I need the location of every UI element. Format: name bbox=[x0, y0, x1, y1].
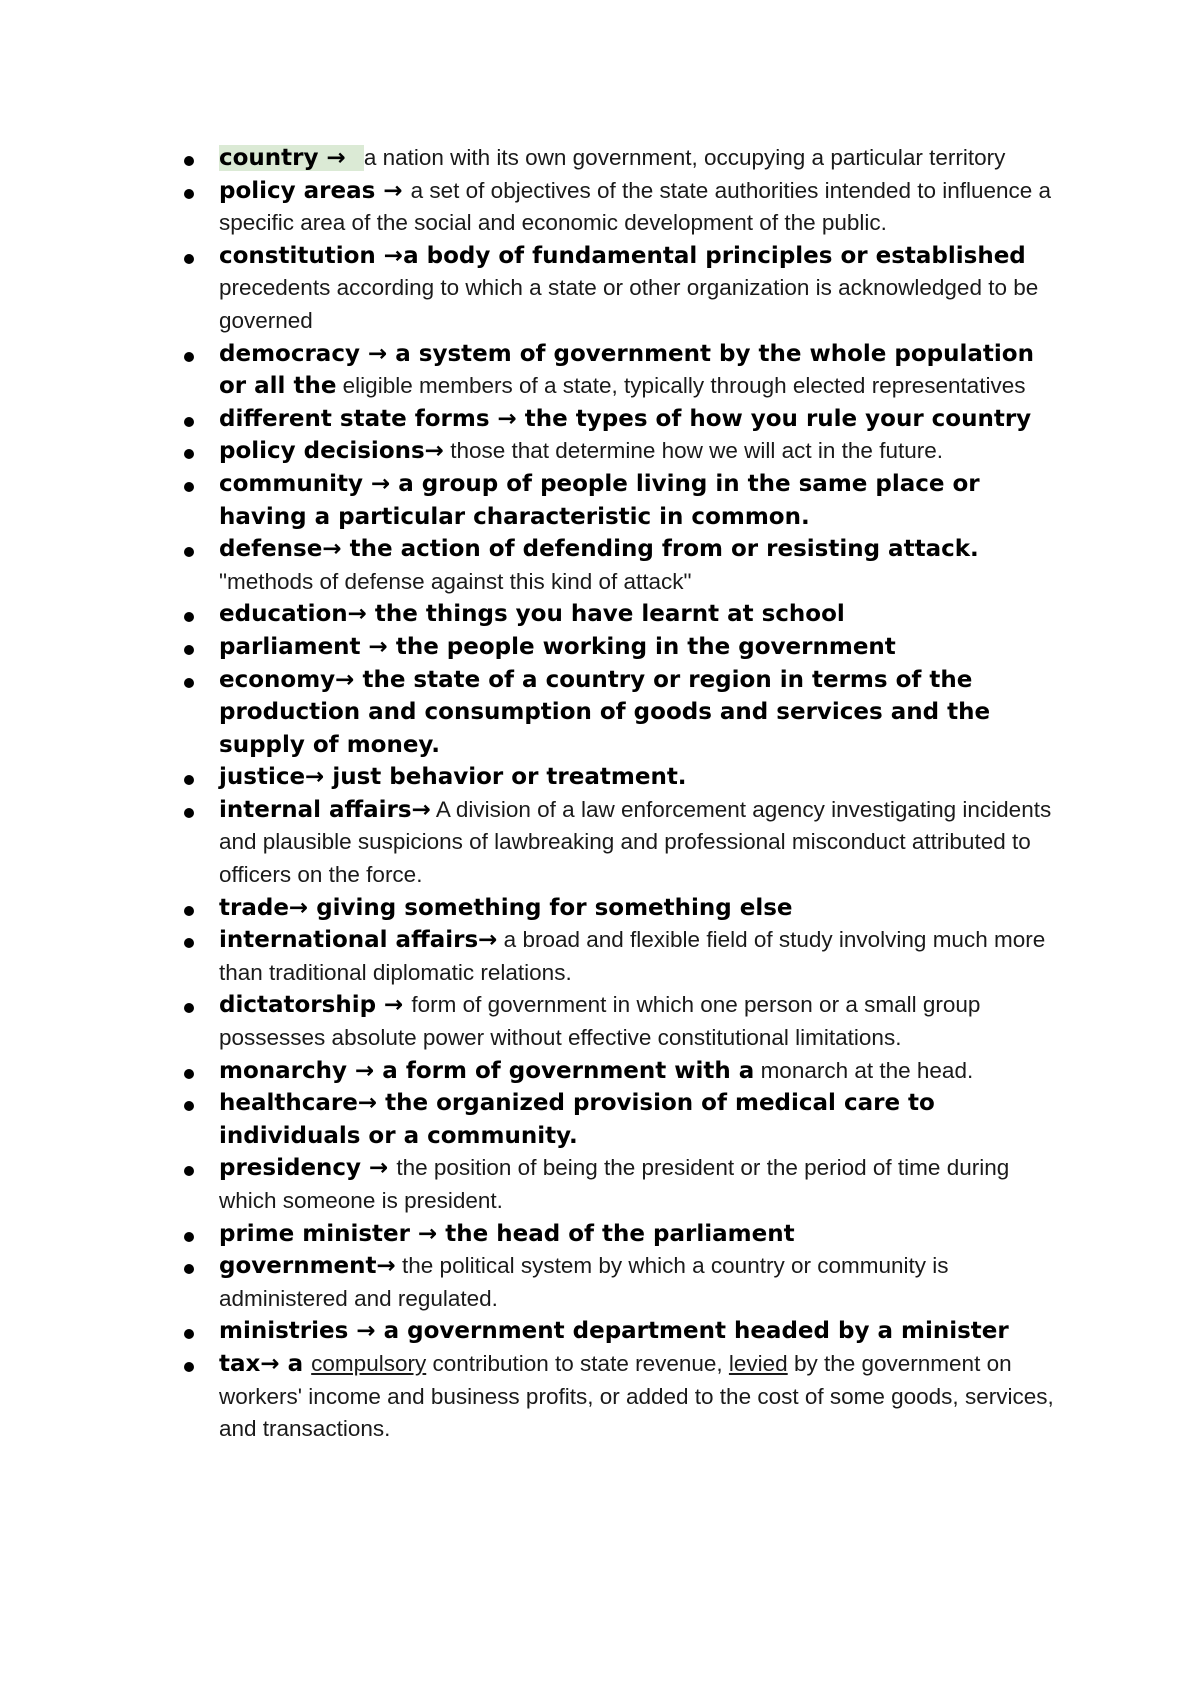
term-text: justice→ just behavior or treatment. bbox=[219, 764, 687, 791]
definition-text: eligible members of a state, typically through elected representatives bbox=[336, 373, 1026, 399]
item-text bbox=[219, 142, 1060, 175]
item-text bbox=[219, 533, 1060, 598]
bullet-icon bbox=[184, 1166, 194, 1176]
bullet-icon bbox=[184, 938, 194, 948]
item-text bbox=[219, 631, 1060, 664]
term-text: presidency → bbox=[219, 1155, 397, 1182]
definition-text: those that determine how we will act in the future. bbox=[443, 438, 943, 464]
bullet-icon bbox=[184, 612, 194, 622]
term-text: monarchy → a form of government with a bbox=[219, 1057, 755, 1084]
bullet-icon bbox=[184, 678, 194, 688]
definition-text: by the government on workers' income and business profits, or added to the cost of some goods, services, and transactions. bbox=[219, 1350, 1054, 1442]
item-text bbox=[219, 175, 1060, 240]
bullet-icon bbox=[184, 808, 194, 818]
glossary-item bbox=[0, 631, 1200, 664]
item-text bbox=[219, 761, 1060, 794]
item-text bbox=[219, 1315, 1060, 1348]
term-text: dictatorship → bbox=[219, 992, 412, 1019]
glossary-item bbox=[0, 435, 1200, 468]
bullet-icon bbox=[184, 645, 194, 655]
item-text bbox=[219, 924, 1060, 989]
glossary-item bbox=[0, 989, 1200, 1054]
term-text: defense→ the action of defending from or resisting attack. bbox=[219, 536, 979, 563]
item-text bbox=[219, 892, 1060, 925]
term-text: trade→ giving something for something else bbox=[219, 894, 793, 921]
definition-text: the political system by which a country or community is administered and regulated. bbox=[219, 1253, 949, 1311]
glossary-item bbox=[0, 1218, 1200, 1251]
term-text: economy→ the state of a country or region in terms of the production and consumption of goods and services and the supply of money. bbox=[219, 666, 991, 758]
glossary-item bbox=[0, 142, 1200, 175]
term-text: policy decisions→ bbox=[219, 438, 444, 465]
term-text: government→ bbox=[219, 1253, 396, 1280]
definition-text: the position of being the president or the period of time during which someone is president. bbox=[219, 1155, 1010, 1213]
term-text: democracy → a system of government by the whole population or all the bbox=[219, 340, 1034, 400]
glossary-item bbox=[0, 240, 1200, 338]
definition-text: contribution to state revenue, bbox=[426, 1350, 729, 1376]
definition-text: precedents according to which a state or other organization is acknowledged to be governed bbox=[219, 275, 1039, 333]
bullet-icon bbox=[184, 1003, 194, 1013]
term-text: ministries → a government department headed by a minister bbox=[219, 1318, 1009, 1345]
definition-text: form of government in which one person or a small group possesses absolute power without effective constitutional limitations. bbox=[219, 992, 981, 1051]
glossary-item bbox=[0, 1055, 1200, 1088]
definition-text: a set of objectives of the state authorities intended to influence a specific area of the social and economic development of the public. bbox=[219, 177, 1052, 236]
item-text bbox=[219, 435, 1060, 468]
bullet-icon bbox=[184, 189, 194, 199]
bullet-icon bbox=[184, 449, 194, 459]
item-text bbox=[219, 1055, 1060, 1088]
item-text bbox=[219, 468, 1060, 533]
item-text bbox=[219, 1348, 1060, 1446]
bullet-icon bbox=[184, 547, 194, 557]
item-text bbox=[219, 989, 1060, 1054]
glossary-item bbox=[0, 403, 1200, 436]
bullet-icon bbox=[184, 417, 194, 427]
glossary-item bbox=[0, 1152, 1200, 1217]
glossary-list bbox=[0, 142, 1200, 1446]
glossary-item bbox=[0, 1087, 1200, 1152]
glossary-item bbox=[0, 533, 1200, 598]
bullet-icon bbox=[184, 352, 194, 362]
term-text: prime minister → the head of the parliament bbox=[219, 1220, 795, 1247]
item-text bbox=[219, 338, 1060, 403]
item-text bbox=[219, 403, 1060, 436]
definition-text: a nation with its own government, occupying a particular territory bbox=[363, 145, 1006, 170]
bullet-icon bbox=[184, 1362, 194, 1372]
glossary-item bbox=[0, 892, 1200, 925]
glossary-item bbox=[0, 468, 1200, 533]
item-text bbox=[219, 794, 1060, 892]
term-text: tax→ a bbox=[219, 1350, 312, 1377]
item-text bbox=[219, 240, 1060, 338]
term-text: healthcare→ the organized provision of medical care to individuals or a community. bbox=[219, 1090, 935, 1149]
bullet-icon bbox=[184, 906, 194, 916]
glossary-item bbox=[0, 924, 1200, 989]
term-text: different state forms → the types of how you rule your country bbox=[219, 405, 1032, 432]
item-text bbox=[219, 1250, 1060, 1315]
term-text: education→ the things you have learnt at school bbox=[219, 601, 845, 628]
definition-text: A division of a law enforcement agency investigating incidents and plausible suspicions of lawbreaking and professional misconduct attributed to officers on the force. bbox=[219, 796, 1052, 888]
term-text: community → a group of people living in the same place or having a particular characteristic in common. bbox=[219, 470, 980, 530]
glossary-item bbox=[0, 794, 1200, 892]
glossary-item bbox=[0, 1315, 1200, 1348]
glossary-item bbox=[0, 338, 1200, 403]
item-text bbox=[219, 598, 1060, 631]
bullet-icon bbox=[184, 1264, 194, 1274]
item-text bbox=[219, 664, 1060, 762]
glossary-item bbox=[0, 1348, 1200, 1446]
definition-text: a broad and flexible field of study involving much more than traditional diplomatic relations. bbox=[219, 927, 1046, 985]
term-text: policy areas → bbox=[219, 177, 411, 204]
bullet-icon bbox=[184, 1101, 194, 1111]
linked-word: compulsory bbox=[311, 1350, 427, 1376]
definition-text: "methods of defense against this kind of attack" bbox=[219, 568, 692, 594]
bullet-icon bbox=[184, 156, 194, 166]
term-text: country → bbox=[219, 145, 364, 171]
bullet-icon bbox=[184, 1329, 194, 1339]
glossary-item bbox=[0, 598, 1200, 631]
bullet-icon bbox=[184, 1069, 194, 1079]
item-text bbox=[219, 1087, 1060, 1152]
term-text: internal affairs→ bbox=[219, 796, 431, 823]
linked-word: levied bbox=[728, 1350, 788, 1376]
term-text: constitution →a body of fundamental principles or established bbox=[219, 242, 1026, 269]
glossary-item bbox=[0, 175, 1200, 240]
bullet-icon bbox=[184, 1232, 194, 1242]
term-text: parliament → the people working in the government bbox=[219, 633, 896, 660]
glossary-item bbox=[0, 1250, 1200, 1315]
glossary-item bbox=[0, 664, 1200, 762]
term-text: international affairs→ bbox=[219, 927, 498, 954]
bullet-icon bbox=[184, 775, 194, 785]
glossary-item bbox=[0, 761, 1200, 794]
item-text bbox=[219, 1152, 1060, 1217]
bullet-icon bbox=[184, 482, 194, 492]
definition-text: monarch at the head. bbox=[754, 1057, 974, 1083]
item-text bbox=[219, 1218, 1060, 1251]
bullet-icon bbox=[184, 254, 194, 264]
